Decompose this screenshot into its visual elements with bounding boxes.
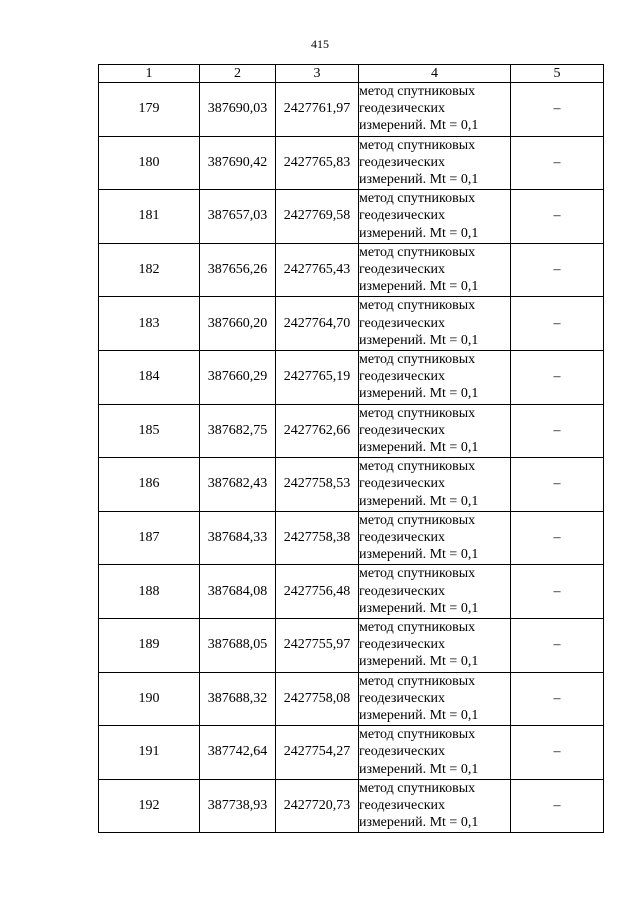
coordinate-x: 387690,03 [200,83,276,137]
method-line-3: измерений. Mt = 0,1 [359,225,479,241]
coordinate-y: 2427756,48 [276,565,359,619]
coordinate-x: 387688,32 [200,672,276,726]
point-number: 186 [99,458,200,512]
dash: – [553,690,561,706]
method-description [359,136,511,190]
column-5-value [511,726,604,780]
method-line-3: измерений. Mt = 0,1 [359,332,479,348]
coordinate-y: 2427761,97 [276,83,359,137]
method-line-3: измерений. Mt = 0,1 [359,547,479,563]
method-line-2: геодезических [359,637,446,653]
column-5-value [511,511,604,565]
method-description [359,565,511,619]
method-description [359,404,511,458]
dash: – [553,744,561,760]
method-line-3: измерений. Mt = 0,1 [359,761,479,777]
method-line-1: метод спутниковых [359,727,476,743]
method-line-2: геодезических [359,261,446,277]
method-line-1: метод спутниковых [359,619,476,635]
coordinate-y: 2427765,19 [276,350,359,404]
column-header-2: 2 [200,65,276,83]
coordinate-x: 387660,20 [200,297,276,351]
dash: – [553,154,561,170]
table-row [99,726,604,780]
coordinate-x: 387656,26 [200,243,276,297]
method-line-1: метод спутниковых [359,84,476,99]
column-header-3: 3 [276,65,359,83]
method-description [359,243,511,297]
method-line-1: метод спутниковых [359,512,476,528]
table-row [99,83,604,137]
column-5-value [511,565,604,619]
coordinate-y: 2427765,83 [276,136,359,190]
column-header-5: 5 [511,65,604,83]
method-line-3: измерений. Mt = 0,1 [359,279,479,295]
method-line-3: измерений. Mt = 0,1 [359,707,479,723]
method-line-2: геодезических [359,422,446,438]
coordinate-x: 387684,33 [200,511,276,565]
method-line-1: метод спутниковых [359,566,476,582]
dash: – [553,476,561,492]
dash: – [553,583,561,599]
method-line-1: метод спутниковых [359,298,476,314]
column-5-value [511,136,604,190]
dash: – [553,530,561,546]
column-header-1: 1 [99,65,200,83]
method-description [359,83,511,137]
method-line-2: геодезических [359,583,446,599]
dash: – [553,798,561,814]
method-line-2: геодезических [359,101,446,117]
point-number: 187 [99,511,200,565]
coordinate-y: 2427758,38 [276,511,359,565]
table-row [99,565,604,619]
method-line-2: геодезических [359,529,446,545]
method-line-1: метод спутниковых [359,405,476,421]
dash: – [553,208,561,224]
method-description [359,672,511,726]
table-row [99,404,604,458]
method-line-2: геодезических [359,744,446,760]
table-row [99,458,604,512]
method-line-3: измерений. Mt = 0,1 [359,493,479,509]
method-description [359,726,511,780]
method-line-1: метод спутниковых [359,351,476,367]
table-row [99,243,604,297]
column-header-4: 4 [359,65,511,83]
method-line-3: измерений. Mt = 0,1 [359,439,479,455]
dash: – [553,262,561,278]
coordinate-y: 2427720,73 [276,779,359,833]
column-5-value [511,83,604,137]
coordinate-y: 2427755,97 [276,618,359,672]
method-description [359,511,511,565]
method-line-3: измерений. Mt = 0,1 [359,386,479,402]
point-number: 188 [99,565,200,619]
column-5-value [511,350,604,404]
method-line-1: метод спутниковых [359,244,476,260]
coordinate-x: 387684,08 [200,565,276,619]
coordinates-table [98,64,604,833]
coordinate-y: 2427762,66 [276,404,359,458]
coordinate-x: 387690,42 [200,136,276,190]
method-description [359,297,511,351]
dash: – [553,369,561,385]
method-line-3: измерений. Mt = 0,1 [359,815,479,831]
coordinate-y: 2427754,27 [276,726,359,780]
table-row [99,350,604,404]
point-number: 179 [99,83,200,137]
method-description [359,458,511,512]
column-5-value [511,297,604,351]
method-line-2: геодезических [359,315,446,331]
method-line-3: измерений. Mt = 0,1 [359,654,479,670]
coordinate-y: 2427765,43 [276,243,359,297]
dash: – [553,101,561,117]
coordinate-x: 387742,64 [200,726,276,780]
method-line-3: измерений. Mt = 0,1 [359,118,479,134]
header-row [99,65,604,83]
point-number: 190 [99,672,200,726]
column-5-value [511,404,604,458]
coordinate-x: 387682,75 [200,404,276,458]
table-row [99,672,604,726]
point-number: 189 [99,618,200,672]
point-number: 180 [99,136,200,190]
point-number: 192 [99,779,200,833]
column-5-value [511,190,604,244]
method-line-2: геодезических [359,369,446,385]
method-description [359,779,511,833]
method-line-1: метод спутниковых [359,673,476,689]
point-number: 182 [99,243,200,297]
dash: – [553,637,561,653]
point-number: 183 [99,297,200,351]
coordinate-x: 387688,05 [200,618,276,672]
dash: – [553,422,561,438]
method-line-1: метод спутниковых [359,780,476,796]
coordinate-x: 387657,03 [200,190,276,244]
method-line-3: измерений. Mt = 0,1 [359,600,479,616]
method-line-2: геодезических [359,690,446,706]
coordinate-y: 2427758,53 [276,458,359,512]
method-description [359,350,511,404]
coordinate-x: 387660,29 [200,350,276,404]
point-number: 184 [99,350,200,404]
page-number: 415 [311,37,329,51]
column-5-value [511,618,604,672]
column-5-value [511,458,604,512]
coordinate-x: 387682,43 [200,458,276,512]
table-row [99,779,604,833]
method-description [359,190,511,244]
table-row [99,297,604,351]
method-line-3: измерений. Mt = 0,1 [359,172,479,187]
point-number: 181 [99,190,200,244]
method-line-2: геодезических [359,208,446,224]
coordinate-y: 2427764,70 [276,297,359,351]
method-line-2: геодезических [359,476,446,492]
table-row [99,618,604,672]
dash: – [553,315,561,331]
column-5-value [511,243,604,297]
method-line-2: геодезических [359,154,446,170]
method-line-2: геодезических [359,797,446,813]
table-row [99,136,604,190]
column-5-value [511,779,604,833]
column-5-value [511,672,604,726]
method-description [359,618,511,672]
method-line-1: метод спутниковых [359,459,476,475]
table-row [99,190,604,244]
point-number: 191 [99,726,200,780]
coordinate-y: 2427758,08 [276,672,359,726]
coordinate-x: 387738,93 [200,779,276,833]
coordinate-y: 2427769,58 [276,190,359,244]
method-line-1: метод спутниковых [359,191,476,207]
point-number: 185 [99,404,200,458]
method-line-1: метод спутниковых [359,137,476,153]
table-row [99,511,604,565]
